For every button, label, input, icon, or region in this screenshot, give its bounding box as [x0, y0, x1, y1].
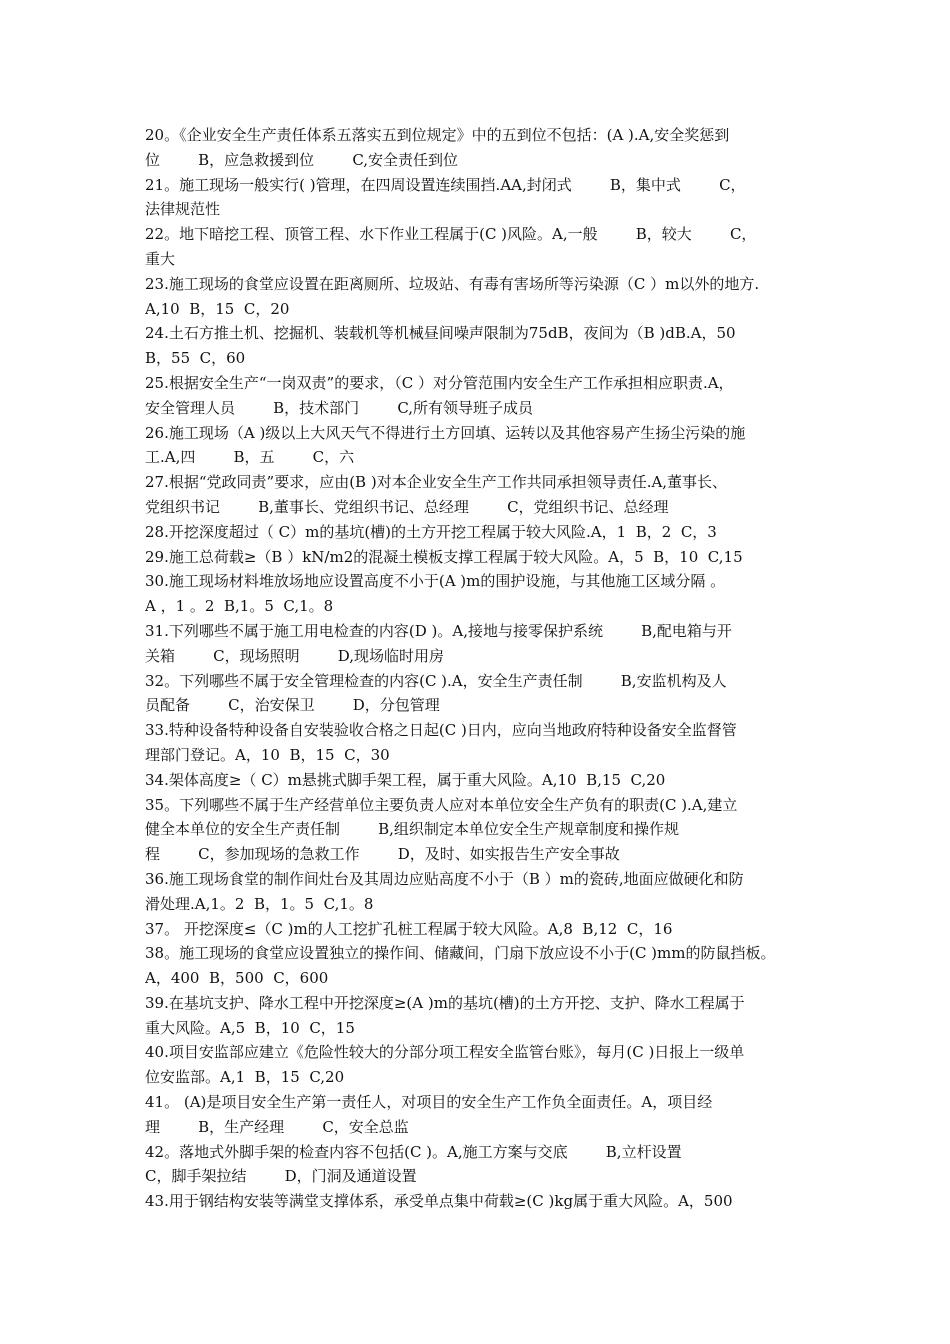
text-line: 位 B，应急救援到位 C,安全责任到位 — [145, 150, 459, 169]
text-line: 23.施工现场的食堂应设置在距离厕所、垃圾站、有毒有害场所等污染源（C ）m以外的地方. — [145, 274, 760, 293]
text-line: 重大 — [145, 249, 176, 268]
text-line: 工.A,四 B，五 C，六 — [145, 448, 355, 467]
text-line: 24.土石方推土机、挖掘机、装载机等机械昼间噪声限制为75dB，夜间为（B )dB.A，50 — [145, 324, 736, 343]
text-line: 25.根据安全生产“一岗双责”的要求，（C ）对分管范围内安全生产工作承担相应职责.A， — [145, 373, 734, 392]
text-line: A ，1 。2 B,1。5 C,1。8 — [145, 597, 334, 616]
text-line: 41。 (A)是项目安全生产第一责任人，对项目的安全生产工作负全面责任。A，项目经 — [145, 1093, 713, 1112]
text-line: 27.根据“党政同责”要求，应由(B )对本企业安全生产工作共同承担领导责任.A,董事长、 — [145, 473, 728, 492]
text-line: 35。下列哪些不属于生产经营单位主要负责人应对本单位安全生产负有的职责(C ).A,建立 — [145, 795, 738, 814]
text-line: 40.项目安监部应建立《危险性较大的分部分项工程安全监管台账》，每月(C )日报上一级单 — [145, 1043, 745, 1062]
text-line: 健全本单位的安全生产责任制 B,组织制定本单位安全生产规章制度和操作规 — [145, 820, 679, 839]
text-line: C，脚手架拉结 D，门洞及通道设置 — [145, 1167, 417, 1186]
text-line: 32。下列哪些不属于安全管理检查的内容(C ).A，安全生产责任制 B,安监机构及人 — [145, 671, 727, 690]
text-line: 程 C，参加现场的急救工作 D，及时、如实报告生产安全事故 — [145, 845, 620, 864]
text-line: 理 B，生产经理 C，安全总监 — [145, 1117, 409, 1136]
text-line: A,10 B，15 C，20 — [145, 299, 290, 318]
text-line: 员配备 C，治安保卫 D，分包管理 — [145, 696, 440, 715]
text-line: 39.在基坑支护、降水工程中开挖深度≥(A )m的基坑(槽)的土方开挖、支护、降水工程属于 — [145, 993, 745, 1012]
text-line: 29.施工总荷载≥（B ）kN/m2的混凝土模板支撑工程属于较大风险。A，5 B，10 C,15 — [145, 547, 743, 566]
text-line: 36.施工现场食堂的制作间灶台及其周边应贴高度不小于（B ）m的瓷砖,地面应做硬化和防 — [145, 869, 744, 888]
text-line: 22。地下暗挖工程、顶管工程、水下作业工程属于(C )风险。A,一般 B，较大 C， — [145, 225, 757, 244]
text-line: 位安监部。A,1 B，15 C,20 — [145, 1068, 345, 1087]
text-line: B，55 C，60 — [145, 349, 246, 368]
text-line: 33.特种设备特种设备自安装验收合格之日起(C )日内，应向当地政府特种设备安全监督管 — [145, 721, 737, 740]
text-line: 37。 开挖深度≤（C )m的人工挖扩孔桩工程属于较大风险。A,8 B,12 C，16 — [145, 919, 673, 938]
text-line: A，400 B，500 C，600 — [145, 969, 329, 988]
text-line: 理部门登记。A，10 B，15 C，30 — [145, 745, 390, 764]
document-body — [145, 123, 815, 1214]
text-line: 滑处理.A,1。2 B，1。5 C,1。8 — [145, 894, 374, 913]
text-line: 34.架体高度≥（ C）m悬挑式脚手架工程，属于重大风险。A,10 B,15 C,20 — [145, 770, 666, 789]
text-line: 安全管理人员 B，技术部门 C,所有领导班子成员 — [145, 398, 534, 417]
text-line: 42。落地式外脚手架的检查内容不包括(C )。A,施工方案与交底 B,立杆设置 — [145, 1142, 682, 1161]
text-line: 20。《企业安全生产责任体系五落实五到位规定》中的五到位不包括：(A ).A,安全奖惩到 — [145, 126, 730, 144]
text-line: 31.下列哪些不属于施工用电检查的内容(D )。A,接地与接零保护系统 B,配电箱与开 — [145, 621, 732, 640]
text-line: 21。施工现场一般实行( )管理，在四周设置连续围挡.AA,封闭式 B，集中式 C， — [145, 175, 746, 194]
text-line: 38。施工现场的食堂应设置独立的操作间、储藏间，门扇下放应设不小于(C )mm的防鼠挡板。 — [145, 944, 776, 963]
text-line: 30.施工现场材料堆放场地应设置高度不小于(A )m的围护设施，与其他施工区域分隔 。 — [145, 572, 726, 591]
text-line: 28.开挖深度超过（ C）m的基坑(槽)的土方开挖工程属于较大风险.A，1 B，2 C，3 — [145, 522, 717, 541]
text-line: 党组织书记 B,董事长、党组织书记、总经理 C，党组织书记、总经理 — [145, 497, 669, 516]
text-line: 关箱 C，现场照明 D,现场临时用房 — [145, 646, 445, 665]
text-line: 26.施工现场（A )级以上大风天气不得进行土方回填、运转以及其他容易产生扬尘污染的施 — [145, 423, 746, 442]
text-line: 重大风险。A,5 B，10 C，15 — [145, 1018, 355, 1037]
text-line: 法律规范性 — [145, 200, 221, 219]
text-line: 43.用于钢结构安装等满堂支撑体系，承受单点集中荷载≥(C )kg属于重大风险。A，500 — [145, 1192, 733, 1211]
